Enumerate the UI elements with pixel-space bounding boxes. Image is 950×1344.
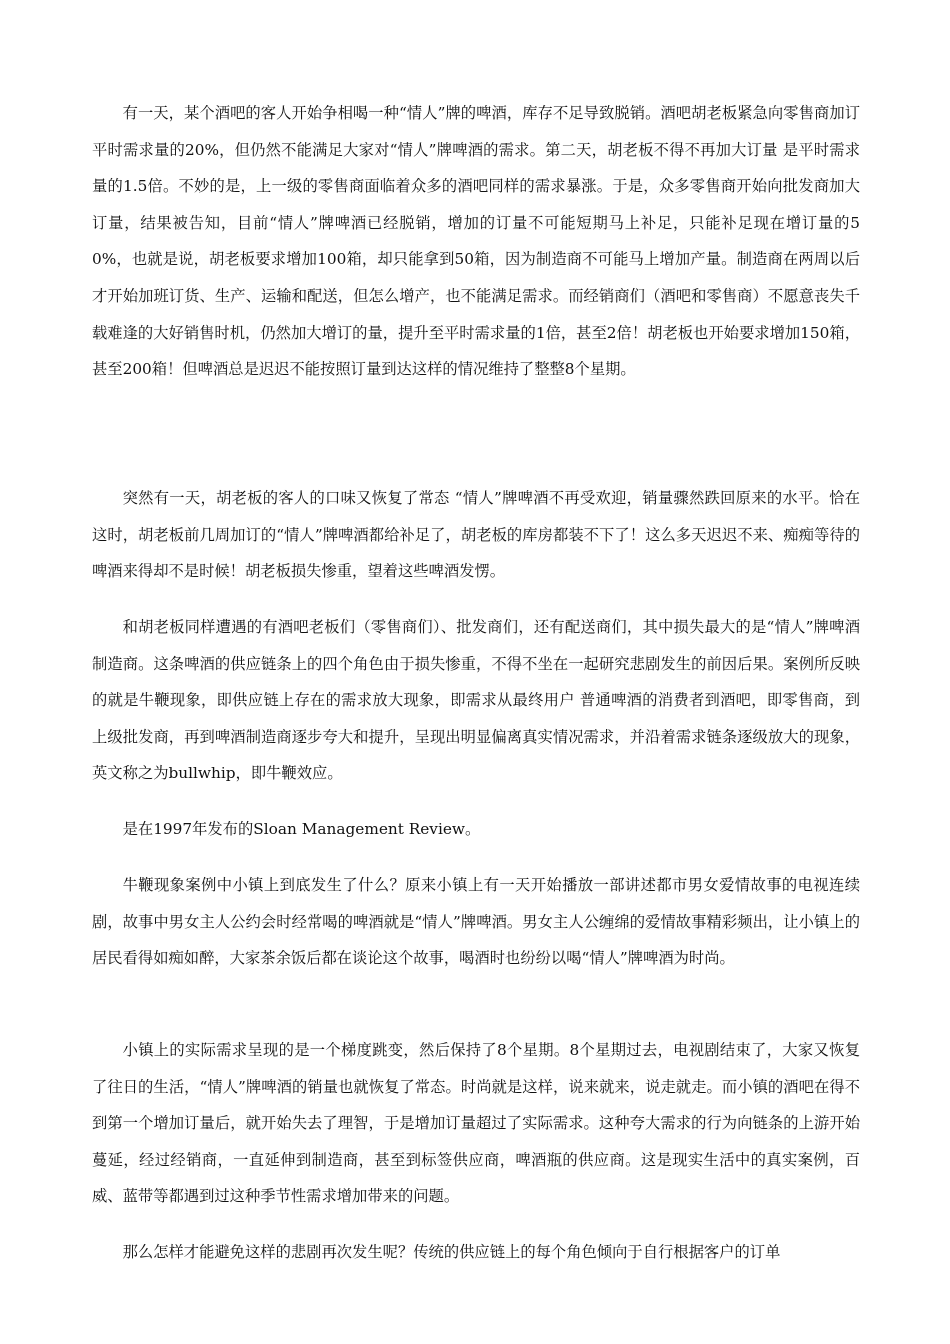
- paragraph-sloan-review: 是在1997年发布的Sloan Management Review。: [122, 820, 481, 838]
- paragraph-bullwhip-definition: 和胡老板同样遭遇的有酒吧老板们（零售商们）、批发商们，还有配送商们，其中损失最大的是“情人”牌啤酒制造商。这条啤酒的供应链条上的四个角色由于损失惨重，不得不坐在一起研究悲剧发生的前因后果。案例所反映的就是牛鞭现象，即供应链上存在的需求放大现象，即需求从最终用户 普通啤酒的消费者到酒吧，即零售商，到上级批发商，再到啤酒制造商逐步夸大和提升，呈现出明显偏离真实情况需求，并沿着需求链条逐级放大的现象，英文称之为bullwhip，即牛鞭效应。: [92, 618, 860, 783]
- paragraph-tv-series-cause: 牛鞭现象案例中小镇上到底发生了什么？原来小镇上有一天开始播放一部讲述都市男女爱情故事的电视连续剧，故事中男女主人公约会时经常喝的啤酒就是“情人”牌啤酒。男女主人公缠绵的爱情故事精彩频出，让小镇上的居民看得如痴如醉，大家茶余饭后都在谈论这个故事，喝酒时也纷纷以喝“情人”牌啤酒为时尚。: [92, 876, 860, 968]
- paragraph-demand-drop: 突然有一天，胡老板的客人的口味又恢复了常态 “情人”牌啤酒不再受欢迎，销量骤然跌回原来的水平。恰在这时，胡老板前几周加订的“情人”牌啤酒都给补足了，胡老板的库房都装不下了！这么多天迟迟不来、痴痴等待的啤酒来得却不是时候！胡老板损失惨重，望着这些啤酒发愣。: [92, 489, 860, 581]
- paragraph-beer-demand-surge: 有一天，某个酒吧的客人开始争相喝一种“情人”牌的啤酒，库存不足导致脱销。酒吧胡老板紧急向零售商加订平时需求量的20%，但仍然不能满足大家对“情人”牌啤酒的需求。第二天，胡老板不得不再加大订量 是平时需求量的1.5倍。不妙的是，上一级的零售商面临着众多的酒吧同样的需求暴涨。于是，众多零售商开始向批发商加大订量，结果被告知，目前“情人”牌啤酒已经脱销，增加的订量不可能短期马上补足，只能补足现在增订量的50%，也就是说，胡老板要求增加100箱，却只能拿到50箱，因为制造商不可能马上增加产量。制造商在两周以后才开始加班订货、生产、运输和配送，但怎么增产，也不能满足需求。而经销商们（酒吧和零售商）不愿意丧失千载难逢的大好销售时机，仍然加大增订的量，提升至平时需求量的1倍，甚至2倍！胡老板也开始要求增加150箱，甚至200箱！但啤酒总是迟迟不能按照订量到达这样的情况维持了整整8个星期。: [92, 104, 860, 379]
- document-page: [92, 95, 860, 1271]
- paragraph-how-to-avoid: 那么怎样才能避免这样的悲剧再次发生呢？传统的供应链上的每个角色倾向于自行根据客户的订单: [122, 1243, 781, 1261]
- paragraph-step-change: 小镇上的实际需求呈现的是一个梯度跳变，然后保持了8个星期。8个星期过去，电视剧结束了，大家又恢复了往日的生活，“情人”牌啤酒的销量也就恢复了常态。时尚就是这样，说来就来，说走就走。而小镇的酒吧在得不到第一个增加订量后，就开始失去了理智，于是增加订量超过了实际需求。这种夸大需求的行为向链条的上游开始蔓延，经过经销商，一直延伸到制造商，甚至到标签供应商，啤酒瓶的供应商。这是现实生活中的真实案例，百威、蓝带等都遇到过这种季节性需求增加带来的问题。: [92, 1041, 860, 1206]
